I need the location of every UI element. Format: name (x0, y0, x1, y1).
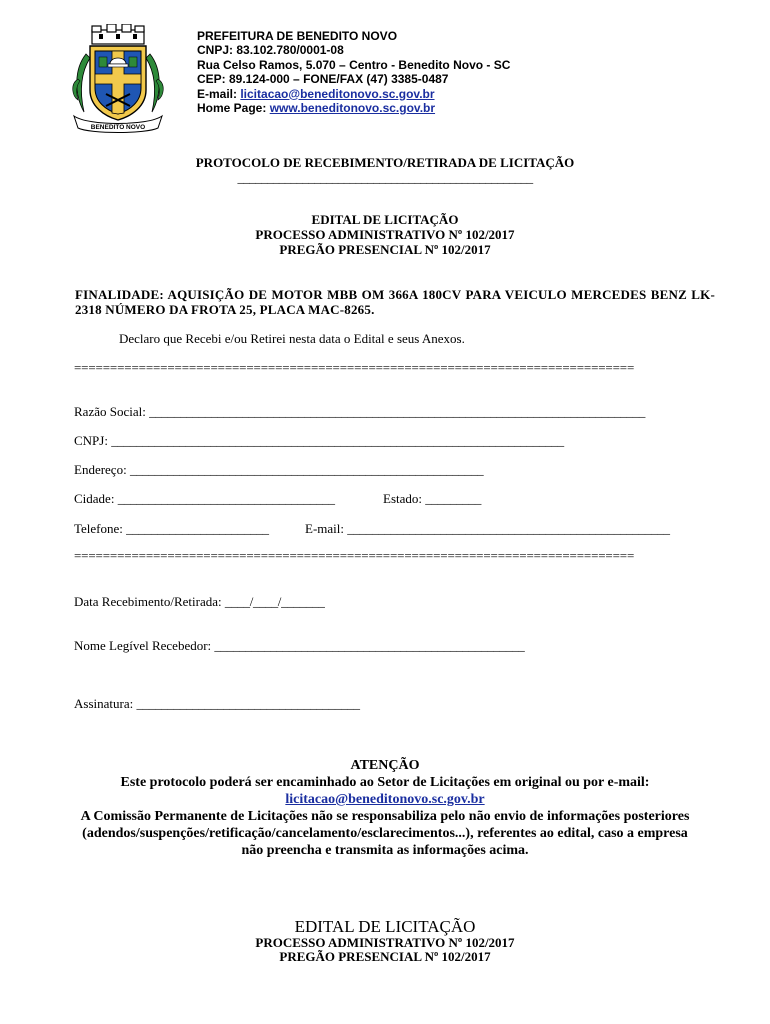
attention-line-2: A Comissão Permanente de Licitações não se responsabiliza pelo não envio de informações posteriores (adendos/suspenções/retificação/cancelamento/esclarecimentos...), referentes ao edital, caso a empresa não preencha e transmita as informações acima. (80, 809, 690, 858)
estado-blank[interactable]: _________ (425, 491, 482, 506)
footer-edital-processo: PROCESSO ADMINISTRATIVO Nº 102/2017 (255, 935, 515, 950)
data-recebimento-field[interactable] (74, 594, 325, 610)
attention-title: ATENÇÃO (350, 758, 420, 773)
razao-social-blank[interactable]: ________________________________________________________________________________ (149, 404, 646, 419)
municipal-crest-logo (68, 24, 168, 136)
attention-line-1: Este protocolo poderá ser encaminhado ao Setor de Licitações em original ou por e-mail: (120, 775, 650, 790)
razao-social-label: Razão Social: (74, 404, 150, 419)
data-recebimento-blank[interactable]: ____/____/_______ (224, 594, 325, 609)
separator-top: ============================================================================== (74, 360, 635, 375)
email-label: E-mail: (305, 521, 348, 536)
org-email-link[interactable]: licitacao@beneditonovo.sc.gov.br (240, 86, 435, 101)
telefone-label: Telefone: (74, 521, 127, 536)
telefone-blank[interactable]: _______________________ (126, 521, 269, 536)
attention-email-link[interactable]: licitacao@beneditonovo.sc.gov.br (285, 792, 485, 807)
org-name: PREFEITURA DE BENEDITO NOVO (197, 29, 398, 43)
assinatura-blank[interactable]: ____________________________________ (136, 696, 360, 711)
telefone-field[interactable] (74, 521, 269, 537)
org-homepage-line (197, 101, 510, 115)
footer-edital-title: EDITAL DE LICITAÇÃO (294, 917, 476, 936)
edital-pregao: PREGÃO PRESENCIAL Nº 102/2017 (279, 242, 491, 257)
cnpj-field[interactable] (74, 433, 564, 449)
estado-field[interactable] (383, 491, 481, 507)
assinatura-field[interactable] (74, 696, 360, 712)
separator-bottom: ============================================================================== (74, 548, 635, 563)
edital-heading (0, 212, 770, 257)
estado-label: Estado: (383, 491, 426, 506)
nome-recebedor-blank[interactable]: __________________________________________________ (214, 638, 525, 653)
org-address: Rua Celso Ramos, 5.070 – Centro - Benedito Novo - SC (197, 57, 511, 72)
letterhead (197, 29, 510, 115)
cidade-blank[interactable]: ___________________________________ (117, 491, 335, 506)
nome-recebedor-label: Nome Legível Recebedor: (74, 638, 215, 653)
endereco-blank[interactable]: _________________________________________________________ (129, 462, 484, 477)
edital-title: EDITAL DE LICITAÇÃO (311, 212, 459, 227)
org-cep-phone: CEP: 89.124-000 – FONE/FAX (47) 3385-0487 (197, 72, 449, 87)
crown (92, 24, 144, 44)
cnpj-label: CNPJ: (74, 433, 112, 448)
endereco-field[interactable] (74, 462, 483, 478)
footer-edital-heading (0, 917, 770, 964)
attention-notice (70, 757, 700, 859)
declaration-text: Declaro que Recebi e/ou Retirei nesta data o Edital e seus Anexos. (119, 331, 465, 346)
email-blank[interactable]: ____________________________________________________ (347, 521, 670, 536)
footer-edital-pregao: PREGÃO PRESENCIAL Nº 102/2017 (279, 949, 491, 964)
edital-processo: PROCESSO ADMINISTRATIVO Nº 102/2017 (255, 227, 515, 242)
cidade-field[interactable] (74, 491, 335, 507)
org-email-label: E-mail: (197, 86, 241, 101)
endereco-label: Endereço: (74, 462, 130, 477)
cnpj-blank[interactable]: _________________________________________________________________________ (111, 433, 564, 448)
assinatura-label: Assinatura: (74, 696, 137, 711)
org-cnpj: CNPJ: 83.102.780/0001-08 (197, 43, 344, 58)
crest-ribbon-text: BENEDITO NOVO (90, 124, 146, 131)
razao-social-field[interactable] (74, 404, 645, 420)
protocol-title-underline: __________________________________________________ (237, 170, 533, 185)
data-recebimento-label: Data Recebimento/Retirada: (74, 594, 225, 609)
org-homepage-label: Home Page: (197, 101, 270, 116)
nome-recebedor-field[interactable] (74, 638, 524, 654)
email-field[interactable] (305, 521, 670, 537)
org-email-line (197, 87, 510, 101)
org-homepage-link[interactable]: www.beneditonovo.sc.gov.br (269, 101, 436, 116)
finalidade-text: FINALIDADE: AQUISIÇÃO DE MOTOR MBB OM 366A 180CV PARA VEICULO MERCEDES BENZ LK-2318 NÚMERO DA FROTA 25, PLACA MAC-8265. (75, 287, 715, 317)
protocol-title: PROTOCOLO DE RECEBIMENTO/RETIRADA DE LICITAÇÃO (195, 155, 575, 170)
cidade-label: Cidade: (74, 491, 118, 506)
